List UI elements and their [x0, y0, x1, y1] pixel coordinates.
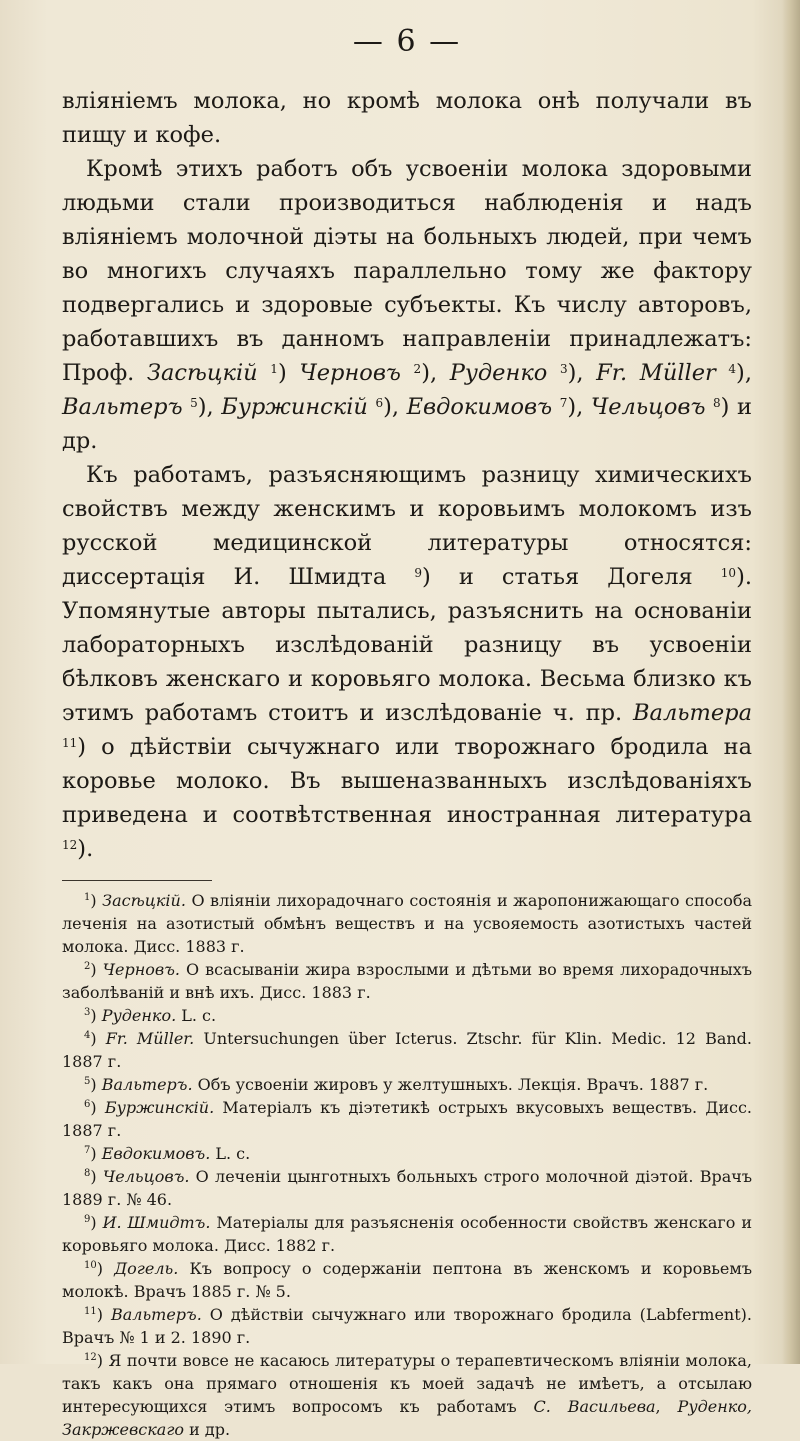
author-muller: Fr. Müller	[596, 360, 716, 386]
ref-10: 10	[720, 566, 737, 580]
footnote-7-number: 7	[84, 1145, 91, 1156]
ref-7: 7	[559, 396, 568, 410]
footnote-8-author: Чельцовъ.	[102, 1167, 190, 1186]
footnote-11-text: О дѣйствіи сычужнаго или творожнаго бродила (Labferment). Врачъ № 1 и 2. 1890 г.	[62, 1305, 752, 1347]
ref-3: 3	[559, 362, 568, 376]
ref-9: 9	[414, 566, 422, 580]
footnotes	[62, 889, 752, 1441]
footnote-12-author-1: С. Васильева	[533, 1397, 656, 1416]
paragraph-3: Къ работамъ, разъясняющимъ разницу химическихъ свойствъ между женскимъ и коровьимъ молокомъ изъ русской медицинской литературы относятся: диссертація И. Шмидта $^9$) и статья Догеля $^{10}$). Упомянутые авторы пытались, разъяснить на основаніи лабораторныхъ изслѣдованій разницу въ усвоеніи бѣлковъ женскаго и коровьяго молока. Весьма близко къ этимъ работамъ стоитъ и изслѣдованіе ч. пр. Вальтера $^{11}$) о дѣйствіи сычужнаго или творожнаго бродила на коровье молоко. Въ вышеназванныхъ изслѣдованіяхъ приведена и соотвѣтственная иностранная литература $^{12}$).	[62, 462, 752, 862]
author-evdokimov: Евдокимовъ	[406, 394, 553, 420]
footnote-7: $^7$) Евдокимовъ. L. c.	[84, 1144, 251, 1163]
footnote-6-text: Матеріалъ къ діэтетикѣ острыхъ вкусовыхъ веществъ. Дисс. 1887 г.	[62, 1098, 752, 1140]
footnote-4: $^4$) Fr. Müller. Untersuchungen über Icterus. Ztschr. für Klin. Medic. 12 Band. 1887 г.	[62, 1029, 753, 1071]
author-burzhinsky: Буржинскій	[221, 394, 368, 420]
author-waltera: Вальтера	[633, 700, 752, 726]
paragraph-2: Кромѣ этихъ работъ объ усвоеніи молока здоровыми людьми стали производиться наблюденія и надъ вліяніемъ молочной діэты на больныхъ людей, при чемъ во многихъ случаяхъ параллельно тому же фактору подвергались и здоровые субъекты. Къ числу авторовъ, работавшихъ въ данномъ направленіи принадлежатъ: Проф. Засѣцкій $^1$) Черновъ $^2$), Руденко $^3$), Fr. Müller $^4$), Вальтеръ $^5$), Буржинскій $^6$), Евдокимовъ $^7$), Чельцовъ $^8$) и др.	[62, 156, 753, 454]
footnote-12-number: 12	[84, 1352, 97, 1363]
ref-6: 6	[375, 396, 384, 410]
footnote-3-text: L. c.	[176, 1006, 217, 1025]
paragraph-3-text-1: Къ работамъ, разъясняющимъ разницу химическихъ свойствъ между женскимъ и коровьимъ молокомъ изъ русской медицинской литературы относятся: диссертація И. Шмидта	[62, 462, 752, 590]
footnote-3: $^3$) Руденко. L. c.	[84, 1006, 217, 1025]
footnote-9-number: 9	[84, 1214, 91, 1225]
paragraph-3-text-5: .	[86, 836, 94, 862]
footnote-8: $^8$) Чельцовъ. О леченіи цынготныхъ больныхъ строго молочной діэтой. Врачъ 1889 г. № 46.	[62, 1167, 753, 1209]
footnote-7-text: L. c.	[210, 1144, 251, 1163]
ref-2: 2	[413, 362, 422, 376]
ref-8: 8	[713, 396, 721, 410]
footnote-1-text: О вліяніи лихорадочнаго состоянія и жаропонижающаго способа леченія на азотистый обмѣнъ веществъ и на усвояемость азотистыхъ частей молока. Дисс. 1883 г.	[62, 891, 752, 956]
footnote-1-number: 1	[84, 892, 91, 903]
footnote-6-author: Буржинскій.	[104, 1098, 215, 1117]
footnote-5: $^5$) Вальтеръ. Объ усвоеніи жировъ у желтушныхъ. Лекція. Врачъ. 1887 г.	[84, 1075, 709, 1094]
footnote-separator	[62, 880, 212, 881]
footnote-6: $^6$) Буржинскій. Матеріалъ къ діэтетикѣ острыхъ вкусовыхъ веществъ. Дисс. 1887 г.	[62, 1098, 752, 1140]
footnote-12-author-2: Руденко, Закржевскаго	[62, 1397, 753, 1439]
main-text	[62, 84, 752, 866]
footnote-10-text: Къ вопросу о содержаніи пептона въ женскомъ и коровьемъ молокѣ. Врачъ 1885 г. № 5.	[62, 1259, 753, 1301]
footnote-11: $^{11}$) Вальтеръ. О дѣйствіи сычужнаго или творожнаго бродила (Labferment). Врачъ № 1 и 2. 1890 г.	[62, 1305, 752, 1347]
author-walter: Вальтеръ	[62, 394, 183, 420]
author-rudenko: Руденко	[449, 360, 548, 386]
footnote-12-text-1: Я почти вовсе не касаюсь литературы о терапевтическомъ вліяніи молока, такъ какъ она прямаго отношенія къ моей задачѣ не имѣетъ, а отсылаю интересующихся этимъ вопросомъ къ работамъ	[62, 1351, 752, 1416]
ref-11: 11	[62, 736, 78, 750]
paragraph-1	[62, 84, 752, 152]
footnote-9-text: Матеріалы для разъясненія особенности свойствъ женскаго и коровьяго молока. Дисс. 1882 г.	[62, 1213, 753, 1255]
footnote-1: $^1$) Засѣцкій. О вліяніи лихорадочнаго состоянія и жаропонижающаго способа леченія на азотистый обмѣнъ веществъ и на усвояемость азотистыхъ частей молока. Дисс. 1883 г.	[62, 891, 752, 956]
footnote-8-text: О леченіи цынготныхъ больныхъ строго молочной діэтой. Врачъ 1889 г. № 46.	[62, 1167, 753, 1209]
footnote-9: $^9$) И. Шмидтъ. Матеріалы для разъясненія особенности свойствъ женскаго и коровьяго молока. Дисс. 1882 г.	[62, 1213, 753, 1255]
footnote-5-number: 5	[84, 1076, 91, 1087]
page-edge-shadow	[782, 0, 800, 1364]
author-chernov: Черновъ	[299, 360, 401, 386]
ref-1: 1	[270, 362, 278, 376]
footnote-3-number: 3	[84, 1007, 91, 1018]
footnote-10-number: 10	[84, 1260, 97, 1271]
page-content	[62, 22, 752, 1441]
paragraph-3-text-4: о дѣйствіи сычужнаго или творожнаго бродила на коровье молоко. Въ вышеназванныхъ изслѣдованіяхъ приведена и соотвѣтственная иностранная литература	[62, 734, 752, 828]
footnote-12: $^{12}$) Я почти вовсе не касаюсь литературы о терапевтическомъ вліяніи молока, такъ какъ она прямаго отношенія къ моей задачѣ не имѣетъ, а отсылаю интересующихся этимъ вопросомъ къ работамъ С. Васильева, Руденко, Закржевскаго и др.	[62, 1351, 753, 1439]
ref-5: 5	[190, 396, 198, 410]
footnote-4-author: Fr. Müller.	[105, 1029, 195, 1048]
footnote-2-author: Черновъ.	[102, 960, 180, 979]
footnote-1-author: Засѣцкій.	[102, 891, 186, 910]
footnote-5-text: Объ усвоеніи жировъ у желтушныхъ. Лекція. Врачъ. 1887 г.	[192, 1075, 709, 1094]
footnote-9-author: И. Шмидтъ.	[102, 1213, 211, 1232]
footnote-8-number: 8	[84, 1168, 91, 1179]
footnote-4-text: Untersuchungen über Icterus. Ztschr. für Klin. Medic. 12 Band. 1887 г.	[62, 1029, 753, 1071]
footnote-7-author: Евдокимовъ.	[101, 1144, 211, 1163]
paragraph-2-text: Кромѣ этихъ работъ объ усвоеніи молока здоровыми людьми стали производиться наблюденія и надъ вліяніемъ молочной діэты на больныхъ людей, при чемъ во многихъ случаяхъ параллельно тому же фактору подвергались и здоровые субъекты. Къ числу авторовъ, работавшихъ въ данномъ направленіи принадлежатъ: Проф.	[62, 156, 752, 386]
footnote-12-text-2: ,	[655, 1397, 678, 1416]
page-number: — 6 —	[352, 24, 462, 59]
ref-12: 12	[62, 838, 78, 852]
paragraph-2-end: и др.	[62, 394, 753, 454]
author-zasetsky: Засѣцкій	[146, 360, 258, 386]
footnote-11-author: Вальтеръ.	[110, 1305, 202, 1324]
footnote-2-text: О всасываніи жира взрослыми и дѣтьми во время лихорадочныхъ заболѣваній и внѣ ихъ. Дисс. 1883 г.	[62, 960, 752, 1002]
paragraph-3-text-2: и статья Догеля	[430, 564, 721, 590]
paragraph-3-text-3: . Упомянутые авторы пытались, разъяснить на основаніи лабораторныхъ изслѣдованій разницу въ усвоеніи бѣлковъ женскаго и коровьяго молока. Весьма близко къ этимъ работамъ стоитъ и изслѣдованіе ч. пр.	[62, 564, 752, 726]
footnote-6-number: 6	[84, 1099, 91, 1110]
footnote-12-text-3: и др.	[184, 1420, 231, 1439]
footnote-2: $^2$) Черновъ. О всасываніи жира взрослыми и дѣтьми во время лихорадочныхъ заболѣваній и внѣ ихъ. Дисс. 1883 г.	[62, 960, 752, 1002]
paragraph-1-text: вліяніемъ молока, но кромѣ молока онѣ получали въ пищу и кофе.	[62, 88, 752, 148]
ref-4: 4	[728, 362, 737, 376]
author-cheltsov: Чельцовъ	[590, 394, 706, 420]
footnote-10: $^{10}$) Догель. Къ вопросу о содержаніи пептона въ женскомъ и коровьемъ молокѣ. Врачъ 1885 г. № 5.	[62, 1259, 753, 1301]
footnote-11-number: 11	[84, 1306, 97, 1317]
footnote-3-author: Руденко.	[101, 1006, 177, 1025]
footnote-2-number: 2	[84, 961, 91, 972]
footnote-10-author: Догель.	[114, 1259, 179, 1278]
footnote-4-number: 4	[84, 1030, 91, 1041]
footnote-5-author: Вальтеръ.	[101, 1075, 193, 1094]
